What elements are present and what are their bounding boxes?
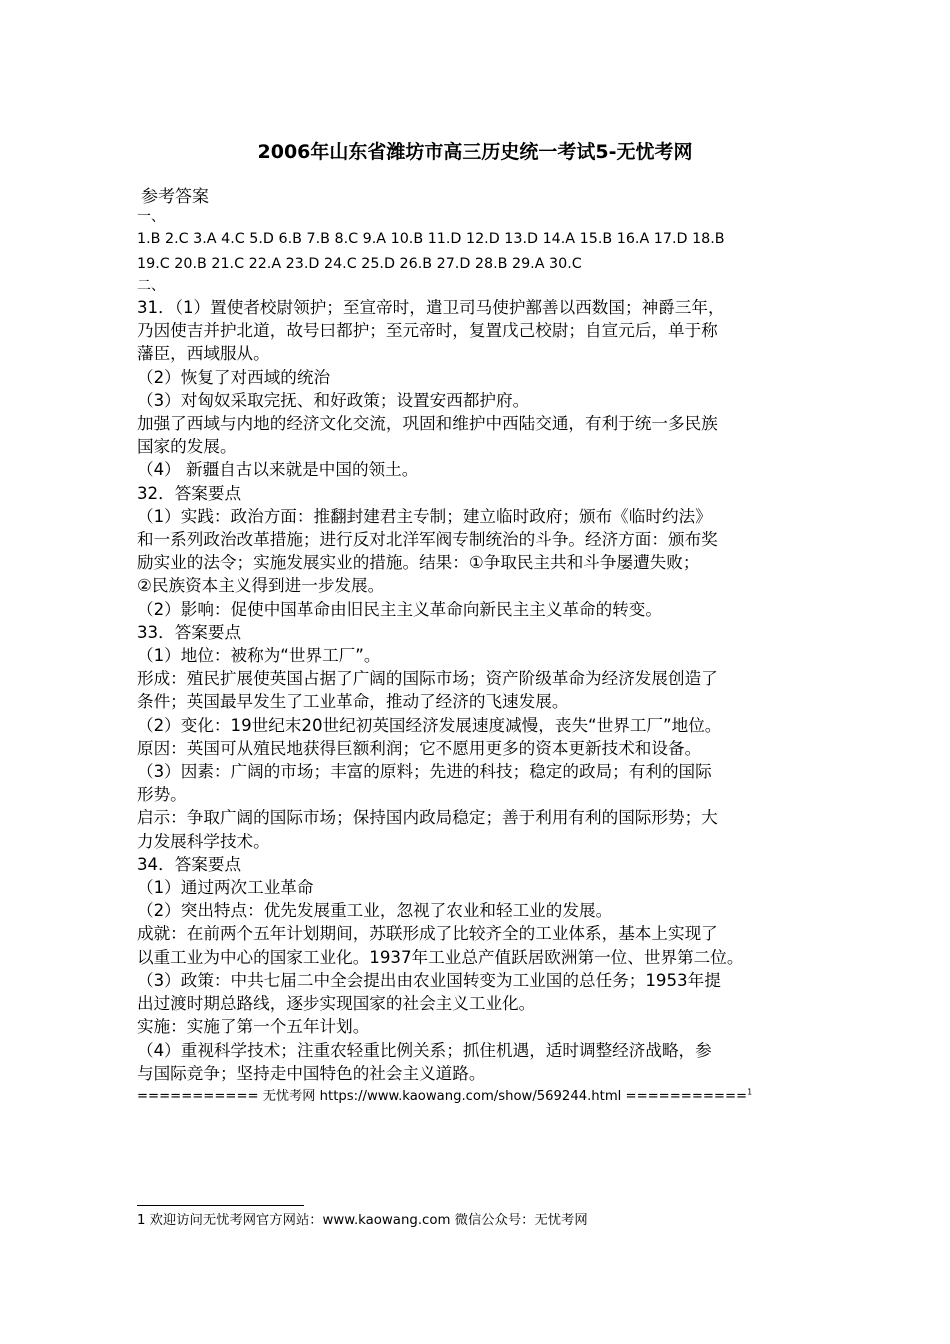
text-line: （2）突出特点：优先发展重工业，忽视了农业和轻工业的发展。 <box>137 901 613 921</box>
text-line: （1）地位：被称为“世界工厂”。 <box>137 646 381 666</box>
source-separator <box>137 1087 827 1107</box>
section-heading: 参考答案 <box>141 187 209 207</box>
text-line: （2）变化：19世纪末20世纪初英国经济发展速度减慢，丧失“世界工厂”地位。 <box>137 715 722 735</box>
text-line: （2）恢复了对西域的统治 <box>137 367 331 387</box>
answer-key-line-2: 19.C 20.B 21.C 22.A 23.D 24.C 25.D 26.B 27.D 28.B 29.A 30.C <box>137 256 582 272</box>
text-line: 形成：殖民扩展使英国占据了广阔的国际市场；资产阶级革命为经济发展创造了 <box>137 669 718 689</box>
text-line: 励实业的法令；实施发展实业的措施。结果：①争取民主共和斗争屡遭失败； <box>137 553 700 573</box>
footnote-text: 1 欢迎访问无忧考网官方网站：www.kaowang.com 微信公众号：无忧考网 <box>137 1213 588 1228</box>
text-line: 形势。 <box>137 785 187 805</box>
text-line: 加强了西域与内地的经济文化交流，巩固和维护中西陆交通，有利于统一多民族 <box>137 414 718 434</box>
text-line: （3）政策：中共七届二中全会提出由农业国转变为工业国的总任务；1953年提 <box>137 970 721 990</box>
text-line: （1）实践：政治方面：推翻封建君主专制；建立临时政府；颁布《临时约法》 <box>137 506 712 526</box>
section-label-2: 二、 <box>137 278 165 294</box>
text-line: ②民族资本主义得到进一步发展。 <box>137 576 385 596</box>
text-line: 条件；英国最早发生了工业革命，推动了经济的飞速发展。 <box>137 692 569 712</box>
text-line: 成就：在前两个五年计划期间，苏联形成了比较齐全的工业体系，基本上实现了 <box>137 924 718 944</box>
source-separator-text: =========== 无忧考网 https://www.kaowang.com/show/569244.html =========== <box>137 1088 748 1104</box>
text-line: 乃因使吉并护北道，故号曰都护；至元帝时，复置戊己校尉；自宣元后，单于称 <box>137 321 718 341</box>
text-line: 32．答案要点 <box>137 483 242 503</box>
text-line: 实施：实施了第一个五年计划。 <box>137 1017 370 1037</box>
text-line: （2）影响：促使中国革命由旧民主主义革命向新民主主义革命的转变。 <box>137 599 662 619</box>
text-line: 启示：争取广阔的国际市场；保持国内政局稳定；善于利用有利的国际形势；大 <box>137 808 718 828</box>
text-line: （4） 新疆自古以来就是中国的领土。 <box>137 460 419 480</box>
text-line: 33．答案要点 <box>137 622 242 642</box>
text-line: 出过渡时期总路线，逐步实现国家的社会主义工业化。 <box>137 994 536 1014</box>
document-title: 2006年山东省潍坊市高三历史统一考试5-无忧考网 <box>257 141 693 163</box>
document-body <box>137 186 827 1107</box>
text-line: 31．（1）置使者校尉领护；至宣帝时，遣卫司马使护鄯善以西数国；神爵三年， <box>137 298 725 317</box>
text-line: 力发展科学技术。 <box>137 831 270 851</box>
text-line: 国家的发展。 <box>137 437 237 457</box>
answer-key-line-1: 1.B 2.C 3.A 4.C 5.D 6.B 7.B 8.C 9.A 10.B 11.D 12.D 13.D 14.A 15.B 16.A 17.D 18.B <box>137 231 725 247</box>
text-line: （3）对匈奴采取完抚、和好政策；设置安西都护府。 <box>137 390 530 410</box>
text-line: 34．答案要点 <box>137 854 242 874</box>
text-line: 与国际竞争；坚持走中国特色的社会主义道路。 <box>137 1063 486 1083</box>
text-line: 原因：英国可从殖民地获得巨额利润；它不愿用更多的资本更新技术和设备。 <box>137 738 702 758</box>
footnote-reference: 1 <box>747 1087 753 1097</box>
text-line: （1）通过两次工业革命 <box>137 878 314 898</box>
text-line: （3）因素：广阔的市场；丰富的原料；先进的科技；稳定的政局；有利的国际 <box>137 762 712 782</box>
answer-text <box>137 296 827 1085</box>
text-line: （4）重视科学技术；注重农轻重比例关系；抓住机遇，适时调整经济战略，参 <box>137 1040 712 1060</box>
footnote-divider <box>137 1205 304 1206</box>
text-line: 藩臣，西域服从。 <box>137 344 270 364</box>
text-line: 和一系列政治改革措施；进行反对北洋军阀专制统治的斗争。经济方面：颁布奖 <box>137 530 718 550</box>
text-line: 以重工业为中心的国家工业化。1937年工业总产值跃居欧洲第一位、世界第二位。 <box>137 947 744 967</box>
section-label-1: 一、 <box>137 209 165 225</box>
